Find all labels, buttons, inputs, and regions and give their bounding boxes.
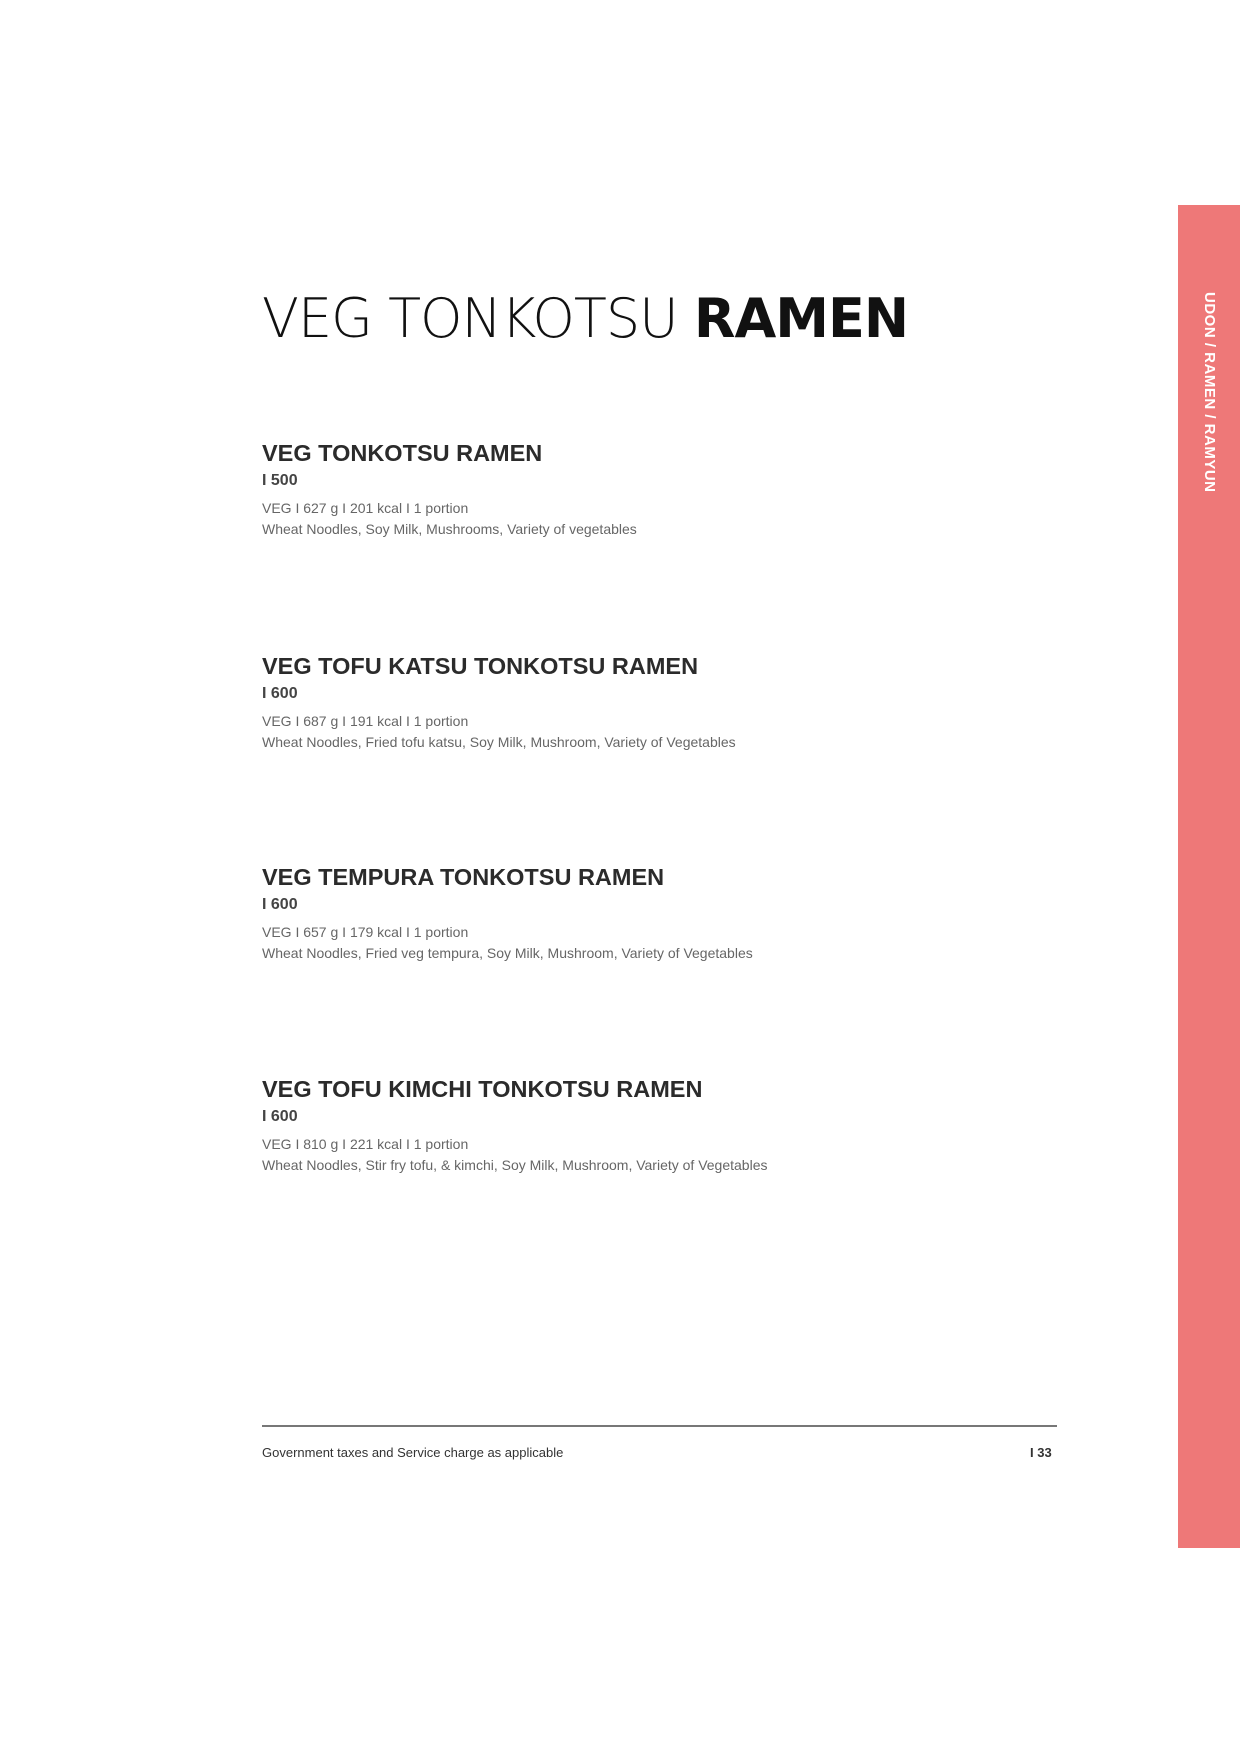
item-price: I 500 — [262, 472, 298, 489]
section-side-tab-text: UDON / RAMEN / RAMYUN — [1201, 292, 1218, 493]
item-description: Wheat Noodles, Stir fry tofu, & kimchi, Soy Milk, Mushroom, Variety of Vegetables — [262, 1157, 768, 1173]
item-meta: VEG I 657 g I 179 kcal I 1 portion — [262, 924, 469, 940]
menu-item — [262, 1074, 1022, 1176]
item-name: VEG TONKOTSU RAMEN — [262, 440, 543, 466]
item-price: I 600 — [262, 685, 298, 702]
page-title-light: VEG TONKOTSU — [262, 287, 694, 350]
item-price: I 600 — [262, 1108, 298, 1125]
item-description: Wheat Noodles, Fried veg tempura, Soy Milk, Mushroom, Variety of Vegetables — [262, 945, 753, 961]
page-title — [262, 285, 908, 353]
menu-item — [262, 438, 1022, 540]
item-name: VEG TOFU KIMCHI TONKOTSU RAMEN — [262, 1076, 703, 1102]
item-name: VEG TEMPURA TONKOTSU RAMEN — [262, 864, 665, 890]
item-meta: VEG I 810 g I 221 kcal I 1 portion — [262, 1136, 469, 1152]
section-side-tab-label — [1196, 292, 1222, 692]
menu-item — [262, 862, 1022, 964]
footer-note: Government taxes and Service charge as applicable — [262, 1445, 564, 1460]
item-meta: VEG I 687 g I 191 kcal I 1 portion — [262, 713, 469, 729]
item-description: Wheat Noodles, Soy Milk, Mushrooms, Variety of vegetables — [262, 521, 637, 537]
page-number: I 33 — [1030, 1445, 1052, 1460]
item-name: VEG TOFU KATSU TONKOTSU RAMEN — [262, 653, 699, 679]
item-price: I 600 — [262, 896, 298, 913]
footer-divider — [262, 1425, 1057, 1427]
item-description: Wheat Noodles, Fried tofu katsu, Soy Milk, Mushroom, Variety of Vegetables — [262, 734, 736, 750]
menu-item — [262, 651, 1022, 753]
item-meta: VEG I 627 g I 201 kcal I 1 portion — [262, 500, 469, 516]
page-title-bold: RAMEN — [693, 287, 909, 350]
